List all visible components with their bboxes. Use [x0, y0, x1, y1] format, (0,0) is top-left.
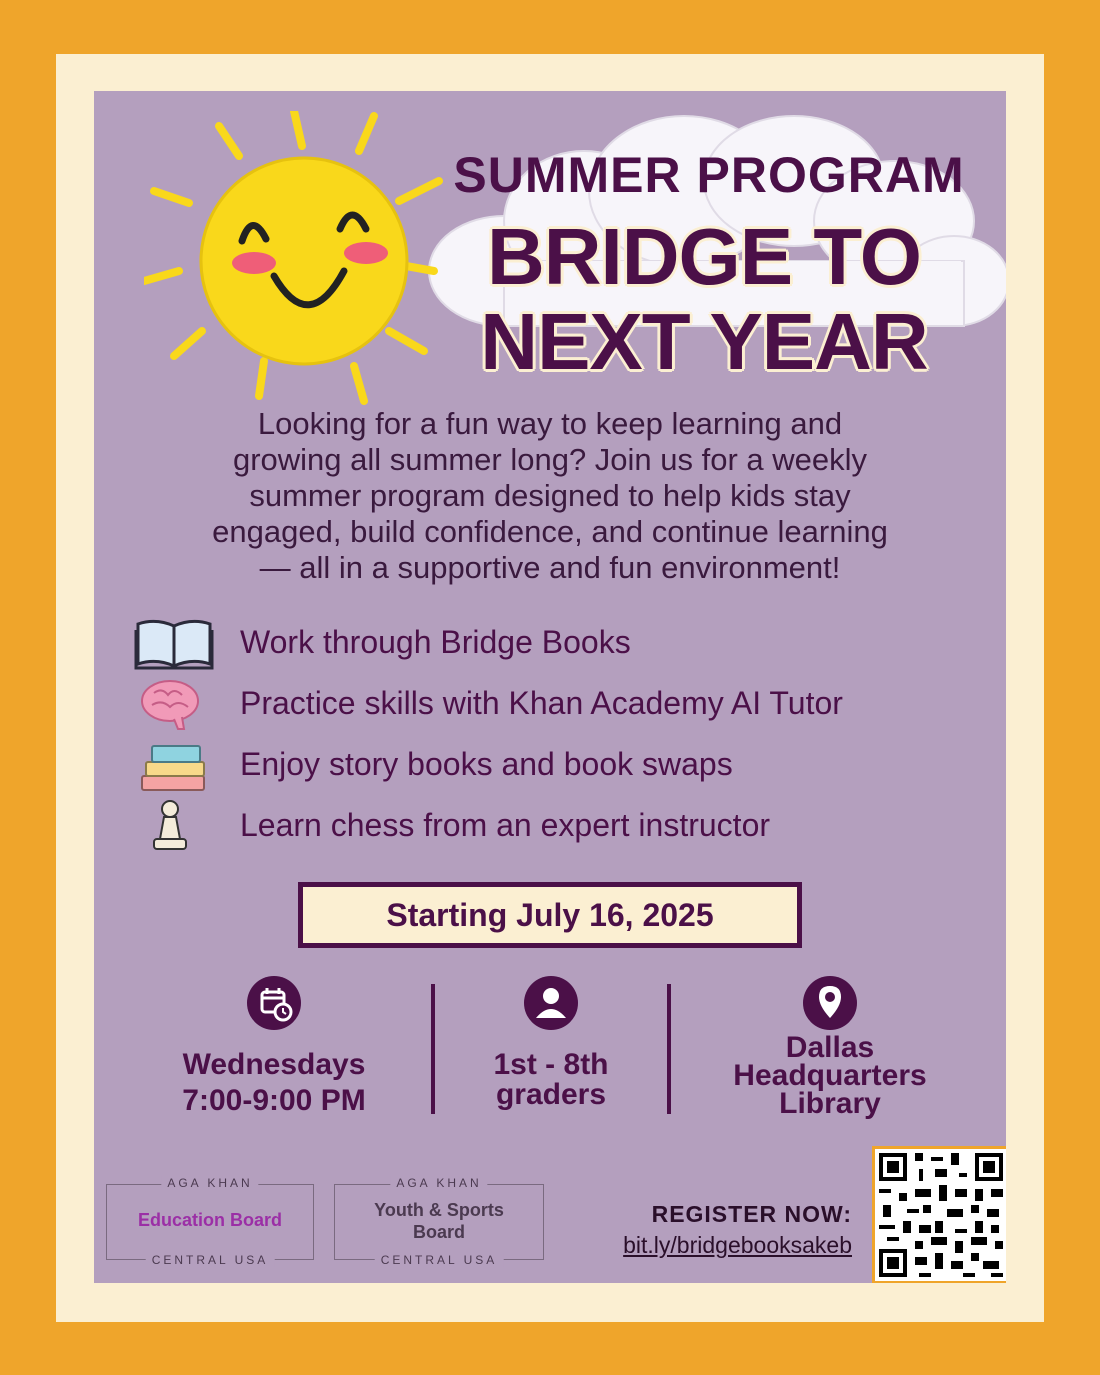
feature-label: Enjoy story books and book swaps — [240, 746, 733, 782]
intro-line: engaged, build confidence, and continue learning — [212, 514, 888, 549]
start-date-banner: Starting July 16, 2025 — [298, 882, 802, 948]
feature-item — [134, 616, 974, 672]
register-link[interactable]: bit.ly/bridgebooksakeb — [623, 1232, 852, 1258]
schedule-info — [144, 976, 404, 1116]
location-line-2: Headquarters — [733, 1059, 927, 1092]
grades-range: 1st - 8th — [493, 1048, 609, 1081]
logo-bottom-text: CENTRAL USA — [375, 1253, 504, 1267]
logo-top-text: AGA KHAN — [390, 1176, 487, 1190]
divider — [431, 984, 435, 1114]
grades-info — [466, 976, 636, 1110]
divider — [667, 984, 671, 1114]
youth-sports-board-logo — [334, 1176, 544, 1267]
qr-code-icon[interactable] — [872, 1146, 1006, 1283]
feature-item — [134, 677, 974, 733]
logo-name-line-2: Board — [412, 1222, 465, 1242]
title-line-2: NEXT YEAR — [480, 297, 928, 386]
location-info — [706, 976, 954, 1118]
location-line-3: Library — [779, 1087, 881, 1120]
smiling-sun-icon — [144, 111, 444, 411]
schedule-day: Wednesdays — [182, 1048, 366, 1081]
location-line-1: Dallas — [785, 1031, 875, 1064]
intro-paragraph — [114, 406, 986, 586]
register-block — [534, 1201, 852, 1259]
book-stack-icon — [134, 738, 214, 794]
logo-name: Education Board — [137, 1210, 282, 1230]
logo-name — [335, 1199, 543, 1243]
feature-label: Practice skills with Khan Academy AI Tutor — [240, 685, 843, 721]
education-board-logo — [106, 1176, 314, 1267]
logo-name-line-1: Youth & Sports — [374, 1200, 504, 1220]
chess-pawn-icon — [134, 799, 214, 855]
intro-line: — all in a supportive and fun environment! — [259, 550, 841, 585]
poster-panel — [94, 91, 1006, 1283]
person-icon — [524, 976, 578, 1030]
register-label: REGISTER NOW: — [651, 1201, 852, 1227]
logo-top-text: AGA KHAN — [161, 1176, 258, 1190]
intro-line: summer program designed to help kids stay — [249, 478, 851, 513]
intro-line: Looking for a fun way to keep learning and — [257, 406, 843, 441]
logo-bottom-text: CENTRAL USA — [146, 1253, 275, 1267]
title-line-1: BRIDGE TO — [486, 212, 921, 301]
feature-item — [134, 738, 974, 794]
schedule-time: 7:00-9:00 PM — [182, 1084, 366, 1117]
feature-item — [134, 799, 974, 855]
map-pin-icon — [803, 976, 857, 1030]
eyebrow-title: SUMMER PROGRAM — [453, 147, 965, 203]
brain-icon — [134, 677, 214, 733]
calendar-clock-icon — [247, 976, 301, 1030]
open-book-icon — [134, 616, 214, 672]
feature-label: Work through Bridge Books — [240, 624, 631, 660]
intro-line: growing all summer long? Join us for a weekly — [232, 442, 868, 477]
feature-label: Learn chess from an expert instructor — [240, 807, 771, 843]
grades-label: graders — [495, 1078, 607, 1111]
